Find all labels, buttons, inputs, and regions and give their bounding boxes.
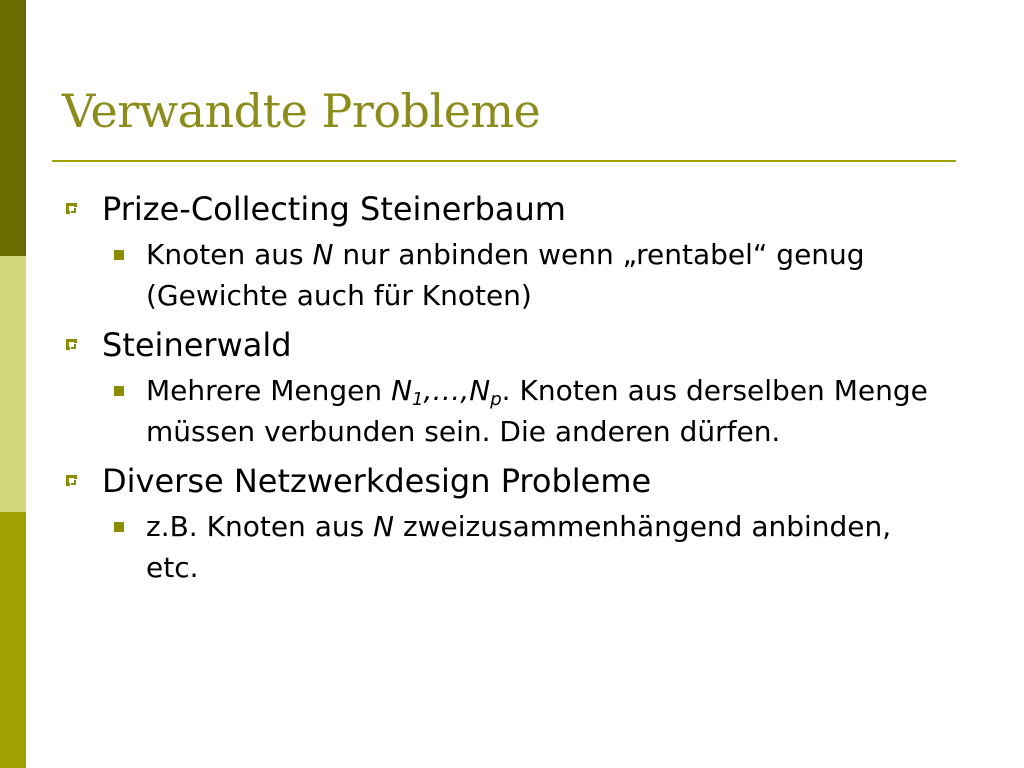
title-underline	[52, 160, 956, 162]
bullet-list	[62, 186, 962, 588]
hollow-square-bullet-icon	[66, 203, 77, 214]
side-bar-bottom	[0, 512, 26, 768]
sub-bullet-item	[146, 370, 946, 452]
sub-bullet-item	[146, 506, 946, 588]
hollow-square-bullet-icon	[66, 475, 77, 486]
sub-bullet-text: z.B. Knoten aus N zweizusammenhängend anbinden, etc.	[146, 510, 892, 584]
bullet-item	[62, 186, 962, 232]
filled-square-bullet-icon	[114, 250, 124, 260]
bullet-item	[62, 322, 962, 368]
bullet-label: Prize-Collecting Steinerbaum	[102, 190, 566, 228]
sub-bullet-item	[146, 234, 946, 316]
side-bar-middle	[0, 256, 26, 512]
sub-bullet-text: Mehrere Mengen $N_1,\dots,N_p$. Knoten aus derselben Menge müssen verbunden sein. Die anderen dürfen.	[146, 374, 928, 448]
bullet-label: Diverse Netzwerkdesign Probleme	[102, 462, 652, 500]
bullet-label: Steinerwald	[102, 326, 292, 364]
side-bar-top	[0, 0, 26, 256]
filled-square-bullet-icon	[114, 386, 124, 396]
slide-title: Verwandte Probleme	[62, 84, 541, 138]
bullet-item	[62, 458, 962, 504]
sub-bullet-text: Knoten aus N nur anbinden wenn „rentabel“ genug (Gewichte auch für Knoten)	[146, 238, 865, 312]
filled-square-bullet-icon	[114, 522, 124, 532]
hollow-square-bullet-icon	[66, 339, 77, 350]
